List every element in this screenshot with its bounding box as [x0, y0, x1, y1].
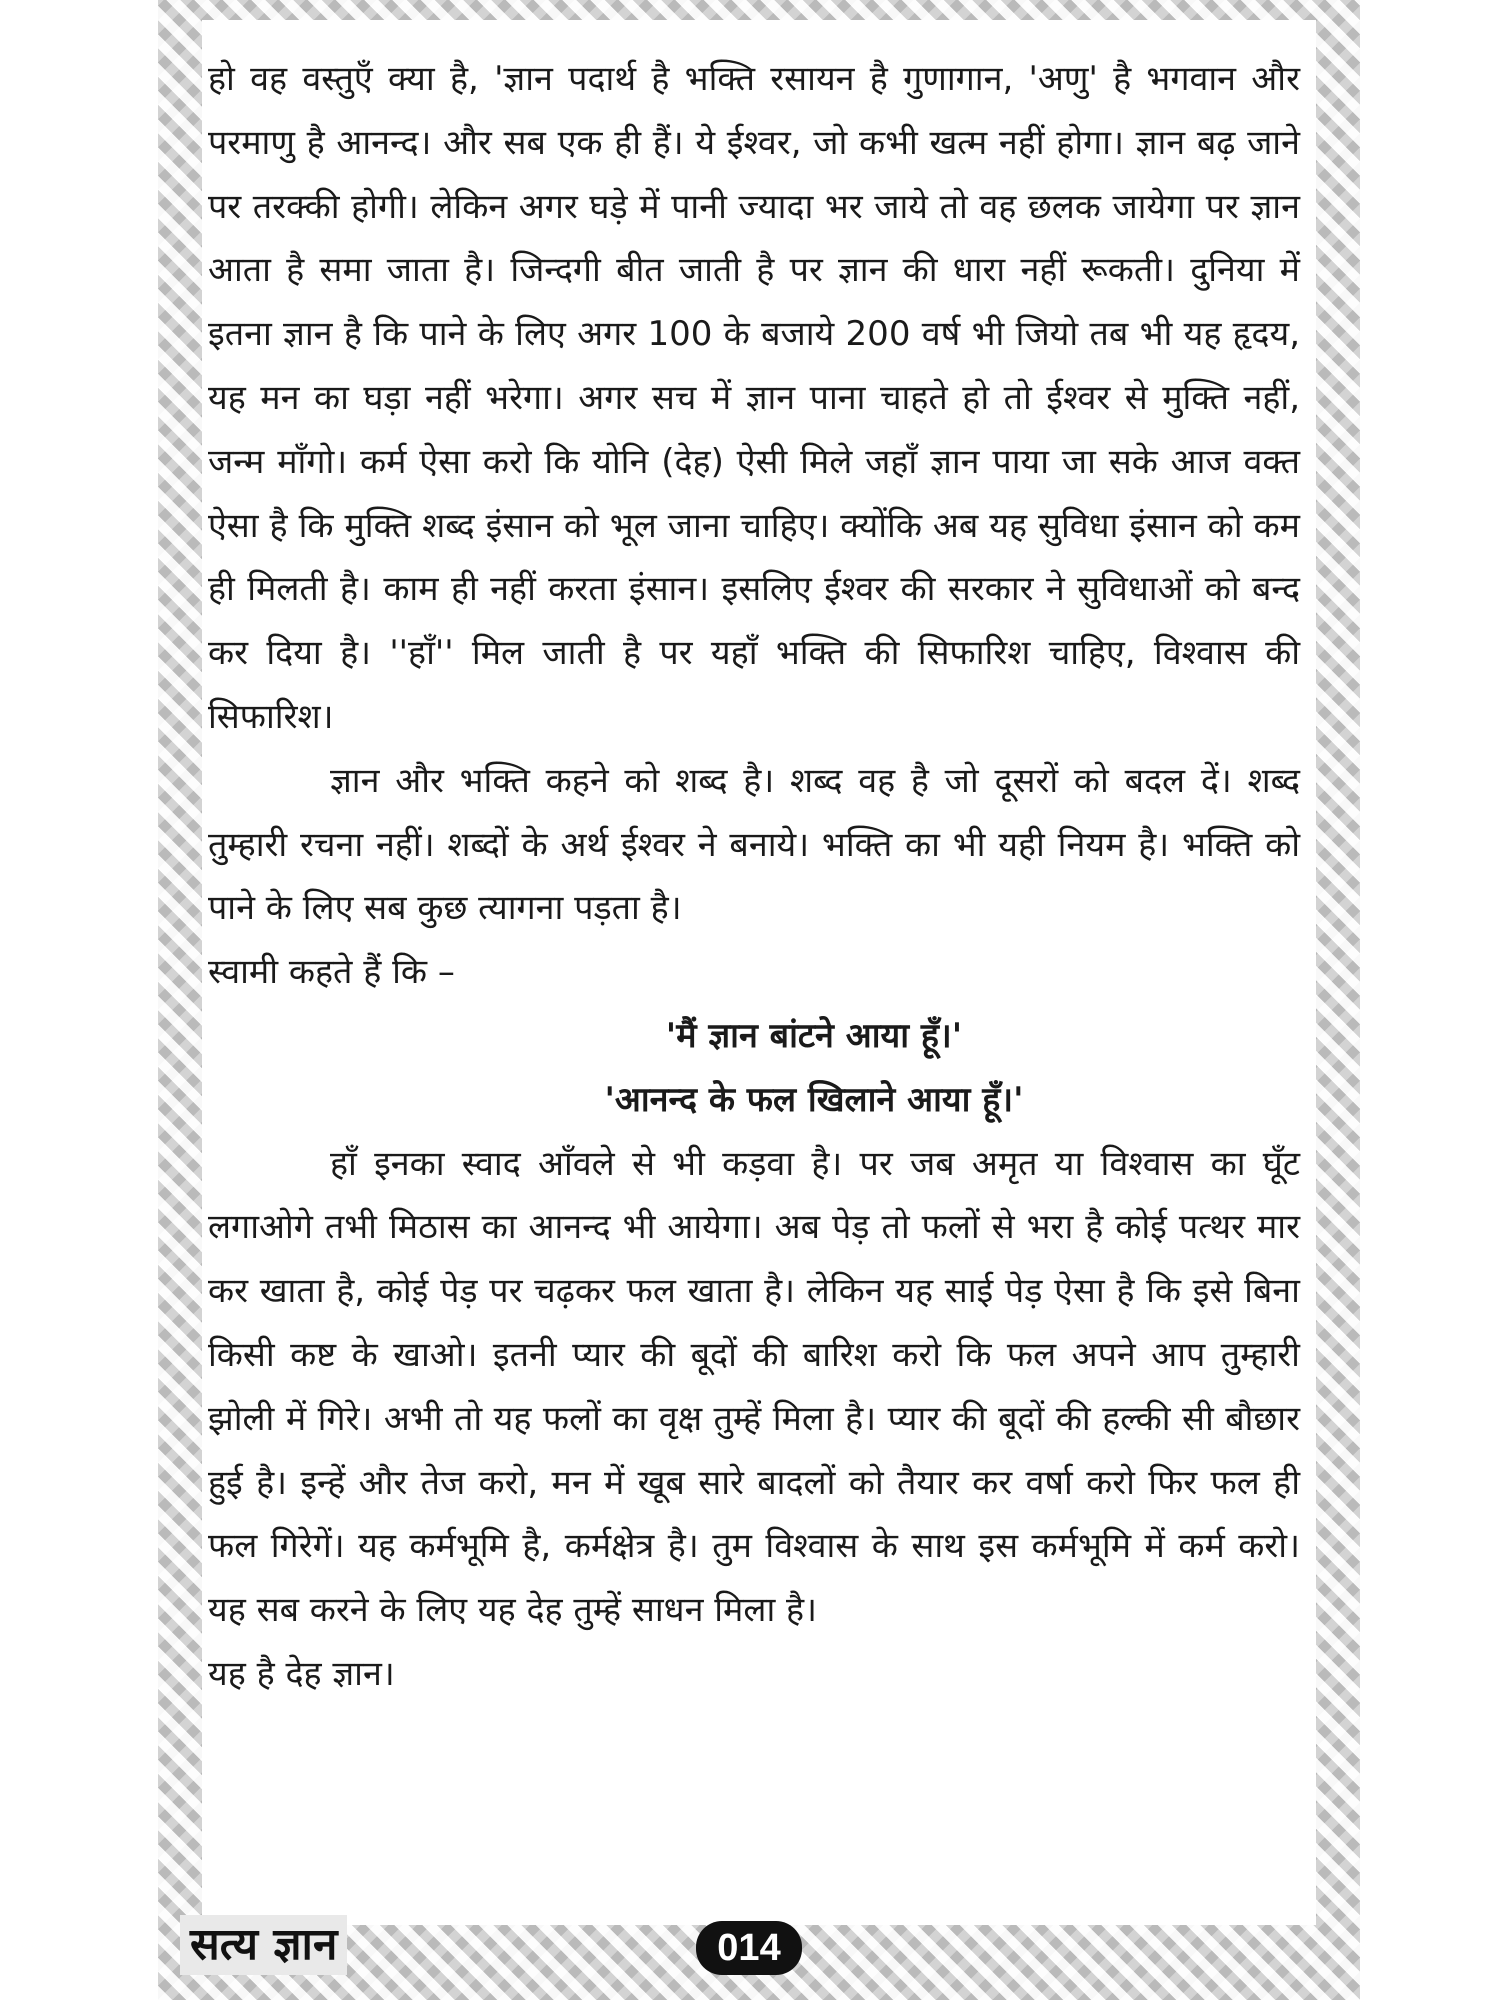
final-line: यह है देह ज्ञान।	[208, 1653, 395, 1694]
quote-gyan: 'मैं ज्ञान बांटने आया हूँ।'	[665, 1015, 963, 1056]
paragraph-intro: हो वह वस्तुएँ क्या है, 'ज्ञान पदार्थ है भक्ति रसायन है गुणागान, 'अणु' है भगवान और परमाणु है आनन्द। और सब एक ही हैं। ये ईश्वर, जो कभी खत्म नहीं होगा। ज्ञान बढ़ जाने पर तरक्की होगी। लेकिन अगर घड़े में पानी ज्यादा भर जाये तो वह छलक जायेगा पर ज्ञान आता है समा जाता है। जिन्दगी बीत जाती है पर ज्ञान की धारा नहीं रूकती। दुनिया में इतना ज्ञान है कि पाने के लिए अगर 100 के बजाये 200 वर्ष भी जियो तब भी यह हृदय, यह मन का घड़ा नहीं भरेगा। अगर सच में ज्ञान पाना चाहते हो तो ईश्वर से मुक्ति नहीं, जन्म माँगो। कर्म ऐसा करो कि योनि (देह) ऐसी मिले जहाँ ज्ञान पाया जा सके आज वक्त ऐसा है कि मुक्ति शब्द इंसान को भूल जाना चाहिए। क्योंकि अब यह सुविधा इंसान को कम ही मिलती है। काम ही नहीं करता इंसान। इसलिए ईश्वर की सरकार ने सुविधाओं को बन्द कर दिया है। ''हाँ'' मिल जाती है पर यहाँ भक्ति की सिफारिश चाहिए, विश्वास की सिफारिश।	[208, 59, 1300, 737]
page-number-badge: 014	[696, 1921, 802, 1975]
paragraph-swami-says: स्वामी कहते हैं कि –	[208, 952, 455, 993]
body-text	[208, 48, 1300, 1707]
footer-book-title: सत्य ज्ञान	[180, 1915, 347, 1975]
paragraph-gyan-bhakti: ज्ञान और भक्ति कहने को शब्द है। शब्द वह है जो दूसरों को बदल दें। शब्द तुम्हारी रचना नहीं। शब्दों के अर्थ ईश्वर ने बनाये। भक्ति का भी यही नियम है। भक्ति को पाने के लिए सब कुछ त्यागना पड़ता है।	[208, 760, 1300, 929]
quote-anand: 'आनन्द के फल खिलाने आया हूँ।'	[604, 1079, 1024, 1120]
paragraph-closing: हाँ इनका स्वाद आँवले से भी कड़वा है। पर जब अमृत या विश्वास का घूँट लगाओगे तभी मिठास का आनन्द भी आयेगा। अब पेड़ तो फलों से भरा है कोई पत्थर मार कर खाता है, कोई पेड़ पर चढ़कर फल खाता है। लेकिन यह साई पेड़ ऐसा है कि इसे बिना किसी कष्ट के खाओ। इतनी प्यार की बूदों की बारिश करो कि फल अपने आप तुम्हारी झोली में गिरे। अभी तो यह फलों का वृक्ष तुम्हें मिला है। प्यार की बूदों की हल्की सी बौछार हुई है। इन्हें और तेज करो, मन में खूब सारे बादलों को तैयार कर वर्षा करो फिर फल ही फल गिरेगें। यह कर्मभूमि है, कर्मक्षेत्र है। तुम विश्वास के साथ इस कर्मभूमि में कर्म करो। यह सब करने के लिए यह देह तुम्हें साधन मिला है।	[208, 1143, 1300, 1631]
